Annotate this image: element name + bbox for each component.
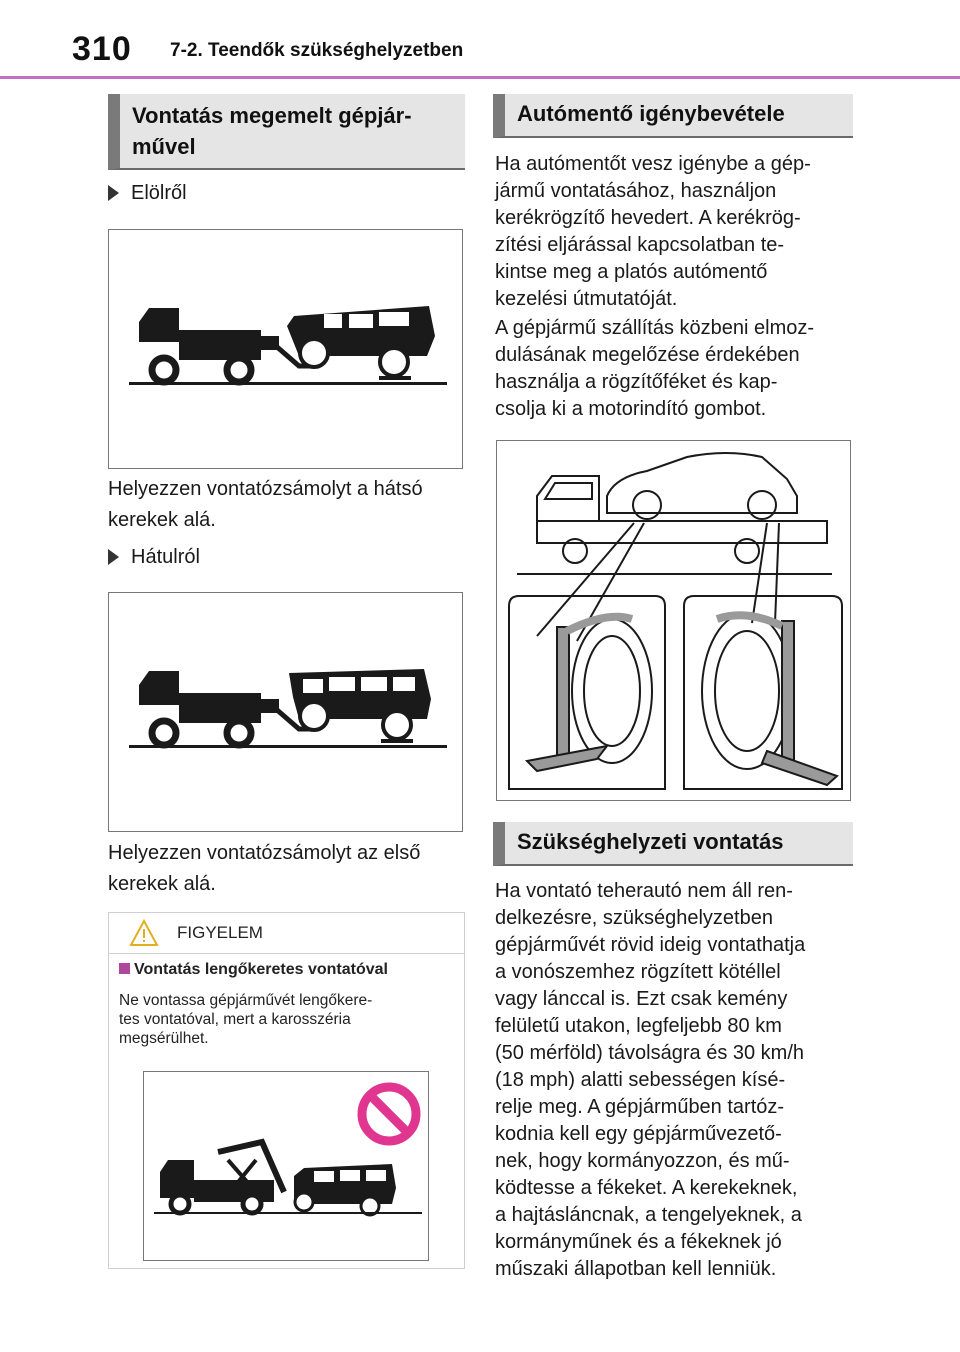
para-emergency-towing xyxy=(495,878,855,1283)
para-line: jármű vontatásához, használjon xyxy=(495,180,777,202)
rear-label xyxy=(108,546,200,569)
warning-text-line: Ne vontassa gépjárművét lengőkere- xyxy=(119,992,373,1009)
front-caption-line-1: Helyezzen vontatózsámolyt a hátsó xyxy=(108,478,423,500)
warning-header xyxy=(109,913,464,954)
warning-text xyxy=(119,991,454,1048)
rear-caption xyxy=(108,840,468,898)
para-line: felületű utakon, legfeljebb 80 km xyxy=(495,1015,782,1037)
figure-sling-tow-prohibited xyxy=(143,1071,429,1261)
rear-caption-line-1: Helyezzen vontatózsámolyt az első xyxy=(108,842,421,864)
prohibited-sign-icon xyxy=(362,1087,416,1141)
para-line: műszaki állapotban kell lenniük. xyxy=(495,1258,777,1280)
page-number: 310 xyxy=(72,30,132,68)
para-line: a hajtásláncnak, a tengelyeknek, a xyxy=(495,1204,802,1226)
flatbed-truck-illustration xyxy=(517,453,832,641)
figure-tow-front xyxy=(108,229,463,469)
bullet-square-icon xyxy=(119,963,130,974)
para-line: zítési eljárással kapcsolatban te- xyxy=(495,234,785,256)
header-rule xyxy=(0,76,960,79)
wheel-strap-detail-right xyxy=(684,596,842,789)
para-line: használja a rögzítőféket és kap- xyxy=(495,371,778,393)
para-line: vagy lánccal is. Ezt csak kemény xyxy=(495,988,788,1010)
para-line: kerékrögzítő hevedert. A kerékrög- xyxy=(495,207,801,229)
arrow-right-icon xyxy=(108,185,119,201)
figure-flatbed-truck xyxy=(496,440,851,801)
heading-tow-service-text: Autómentő igénybevétele xyxy=(517,101,785,126)
para-line: A gépjármű szállítás közbeni elmoz- xyxy=(495,317,815,339)
warning-text-line: megsérülhet. xyxy=(119,1030,209,1047)
para-line: (18 mph) alatti sebességen kísé- xyxy=(495,1069,786,1091)
para-tow-service xyxy=(495,151,855,313)
para-line: kormányműnek és a fékeknek jó xyxy=(495,1231,782,1253)
para-line: relje meg. A gépjárműben tartóz- xyxy=(495,1096,785,1118)
para-line: kodnia kell egy gépjárművezető- xyxy=(495,1123,782,1145)
figure-tow-rear xyxy=(108,592,463,832)
para-line: a vonószemhez rögzített kötéllel xyxy=(495,961,781,983)
para-line: nek, hogy kormányozzon, és mű- xyxy=(495,1150,790,1172)
para-parking-brake xyxy=(495,315,855,423)
para-line: (50 mérföld) távolságra és 30 km/h xyxy=(495,1042,805,1064)
front-label xyxy=(108,182,187,205)
wheel-strap-detail-left xyxy=(509,596,665,789)
warning-subtitle xyxy=(119,961,388,979)
para-line: ködtesse a fékeket. A kerekeknek, xyxy=(495,1177,798,1199)
front-caption xyxy=(108,476,468,534)
warning-text-line: tes vontatóval, mert a karosszéria xyxy=(119,1011,351,1028)
heading-tow-service xyxy=(493,94,853,138)
front-label-text: Elölről xyxy=(131,182,187,204)
para-line: csolja ki a motorindító gombot. xyxy=(495,398,767,420)
warning-triangle-icon xyxy=(129,919,159,947)
rear-label-text: Hátulról xyxy=(131,546,200,568)
heading-emergency-towing xyxy=(493,822,853,866)
para-line: Ha vontató teherautó nem áll ren- xyxy=(495,880,793,902)
warning-box xyxy=(108,912,465,1269)
heading-towing-lifted xyxy=(108,94,465,170)
warning-title: FIGYELEM xyxy=(177,923,263,942)
para-line: delkezésre, szükséghelyzetben xyxy=(495,907,773,929)
arrow-right-icon xyxy=(108,549,119,565)
heading-line-1: Vontatás megemelt gépjár- xyxy=(132,103,412,128)
warning-subtitle-text: Vontatás lengőkeretes vontatóval xyxy=(134,961,388,978)
heading-line-2: művel xyxy=(132,134,196,159)
para-line: dulásának megelőzése érdekében xyxy=(495,344,800,366)
heading-emergency-towing-text: Szükséghelyzeti vontatás xyxy=(517,829,784,854)
section-header: 7-2. Teendők szükséghelyzetben xyxy=(170,40,464,61)
rear-caption-line-2: kerekek alá. xyxy=(108,873,216,895)
para-line: kintse meg a platós autómentő xyxy=(495,261,768,283)
para-line: Ha autómentőt vesz igénybe a gép- xyxy=(495,153,811,175)
para-line: kezelési útmutatóját. xyxy=(495,288,678,310)
para-line: gépjárművét rövid ideig vontathatja xyxy=(495,934,806,956)
front-caption-line-2: kerekek alá. xyxy=(108,509,216,531)
